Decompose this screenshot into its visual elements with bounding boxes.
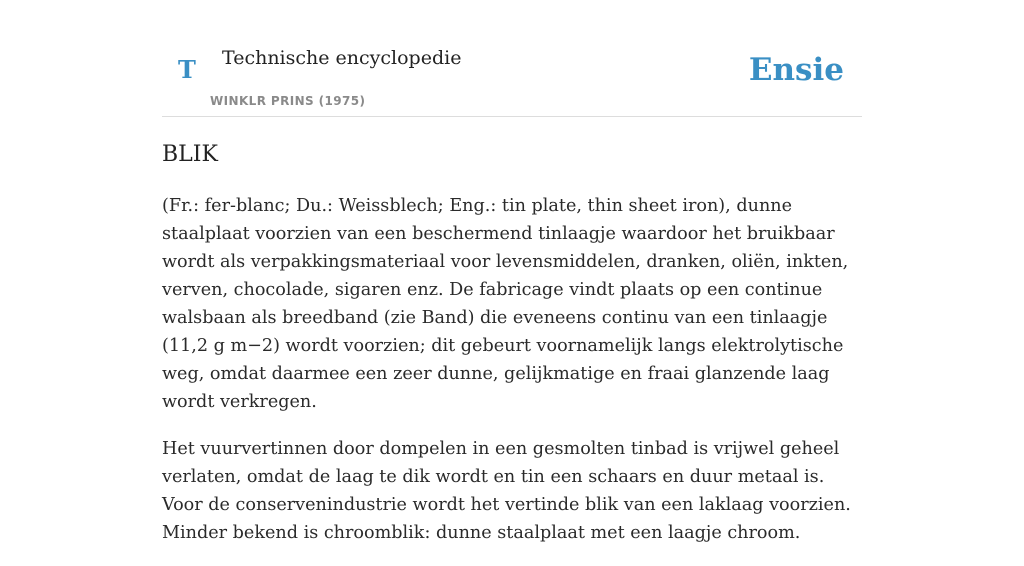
entry-title: BLIK [162, 142, 218, 167]
page [162, 0, 862, 543]
book-title-link[interactable]: Technische encyclopedie [222, 47, 462, 69]
entry-body [162, 192, 862, 566]
entry-paragraph-2: Het vuurvertinnen door dompelen in een gesmolten tinbad is vrijwel geheel verlaten, omdat de laag te dik wordt en tin een schaars en duur metaal is. Voor de conservenindustrie wordt het vertinde blik van een laklaag voorzien. Minder bekend is chroomblik: dunne staalplaat met een laagje chroom. [162, 439, 851, 543]
brand-logo[interactable]: Ensie [748, 52, 844, 88]
entry-paragraph-1: (Fr.: fer-blanc; Du.: Weissblech; Eng.: tin plate, thin sheet iron), dunne staalplaat voorzien van een beschermend tinlaagje waardoor het bruikbaar wordt als verpakkingsmateriaal voor levensmiddelen, dranken, oliën, inkten, verven, chocolade, sigaren enz. De fabricage vindt plaats op een continue walsbaan als breedband (zie Band) die eveneens continu van een tinlaagje (11,2 g m−2) wordt voorzien; dit gebeurt voornamelijk langs elektrolytische weg, omdat daarmee een zeer dunne, gelijkmatige en fraai glanzende laag wordt verkregen. [162, 196, 849, 412]
header [162, 0, 862, 117]
book-logo-icon[interactable]: T [178, 55, 196, 84]
book-subtitle: WINKLR PRINS (1975) [210, 94, 366, 108]
